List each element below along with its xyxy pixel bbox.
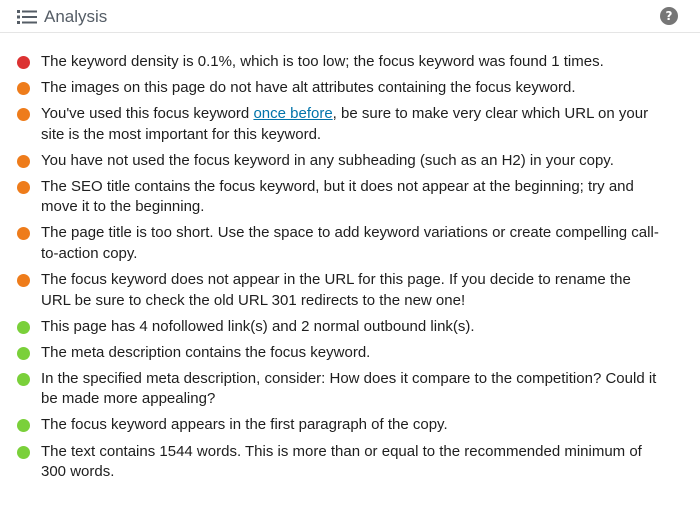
- result-text: You have not used the focus keyword in any subheading (such as an H2) in your copy.: [41, 151, 614, 169]
- analysis-result-item: [0, 369, 700, 410]
- analysis-result-item: [0, 343, 700, 364]
- status-bad-icon: [17, 56, 30, 69]
- status-good-icon: [17, 419, 30, 432]
- analysis-result-item: [0, 151, 700, 172]
- analysis-result-item: [0, 415, 700, 436]
- analysis-result-item: [0, 442, 700, 483]
- list-icon: [17, 10, 37, 24]
- result-text: You've used this focus keyword: [41, 105, 254, 123]
- status-ok-icon: [17, 274, 30, 287]
- analysis-result-item: [0, 223, 700, 264]
- analysis-results-list: [0, 52, 700, 488]
- result-text: This page has 4 nofollowed link(s) and 2 normal outbound link(s).: [41, 317, 475, 335]
- status-good-icon: [17, 373, 30, 386]
- result-text: The focus keyword does not appear in the URL for this page. If you decide to rename the URL be sure to check the old URL 301 redirects to the new one!: [41, 271, 631, 309]
- result-text: The page title is too short. Use the space to add keyword variations or create compelling call-to-action copy.: [41, 224, 659, 262]
- result-text: The meta description contains the focus keyword.: [41, 343, 371, 361]
- result-text: In the specified meta description, consider: How does it compare to the competition? Could it be made more appealing?: [41, 369, 657, 408]
- status-good-icon: [17, 446, 30, 459]
- result-text: The images on this page do not have alt attributes containing the focus keyword.: [41, 79, 576, 97]
- status-good-icon: [17, 321, 30, 334]
- result-text: The text contains 1544 words. This is more than or equal to the recommended minimum of 300 words.: [41, 442, 642, 481]
- status-ok-icon: [17, 181, 30, 194]
- analysis-result-item: [0, 52, 700, 73]
- status-good-icon: [17, 347, 30, 360]
- status-ok-icon: [17, 82, 30, 95]
- result-text: The keyword density is 0.1%, which is too low; the focus keyword was found 1 times.: [41, 53, 604, 70]
- status-ok-icon: [17, 108, 30, 121]
- analysis-result-item: [0, 317, 700, 338]
- result-text: The SEO title contains the focus keyword, but it does not appear at the beginning; try and move it to the beginning.: [41, 177, 634, 216]
- result-text: , be sure to make very clear which URL on your site is the most important for this keyword.: [41, 105, 649, 143]
- panel-title: Analysis: [44, 7, 108, 26]
- help-icon[interactable]: ?: [660, 7, 678, 25]
- panel-header[interactable]: [0, 0, 700, 33]
- status-ok-icon: [17, 227, 30, 240]
- analysis-result-item: [0, 270, 700, 311]
- analysis-result-item: [0, 104, 700, 145]
- analysis-result-item: [0, 78, 700, 99]
- analysis-result-item: [0, 177, 700, 218]
- once-before-link[interactable]: once before: [253, 105, 333, 123]
- status-ok-icon: [17, 155, 30, 168]
- result-text: The focus keyword appears in the first paragraph of the copy.: [41, 416, 448, 434]
